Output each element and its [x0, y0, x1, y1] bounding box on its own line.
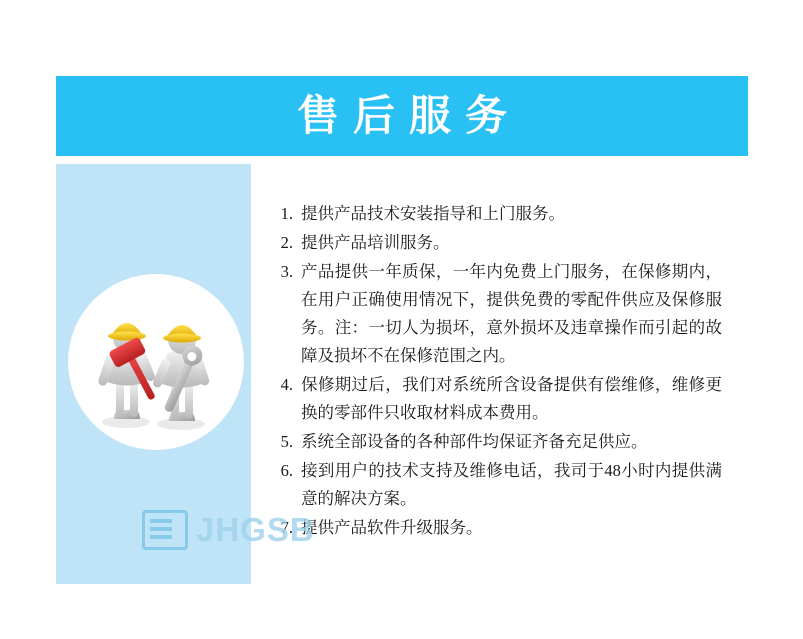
watermark-text: JHGSB	[196, 511, 315, 548]
watermark-logo-icon	[142, 510, 188, 550]
list-item: 接到用户的技术支持及维修电话，我司于48小时内提供满意的解决方案。	[301, 461, 722, 508]
page-title: 售后服务	[296, 92, 521, 139]
service-content-area	[251, 164, 748, 584]
list-item: 提供产品软件升级服务。	[301, 518, 483, 537]
service-list	[251, 164, 748, 542]
body-panel	[56, 164, 748, 584]
illustration	[68, 274, 244, 450]
list-item: 产品提供一年质保，一年内免费上门服务，在保修期内，在用户正确使用情况下，提供免费的零配件供应及保修服务。注：一切人为损坏，意外损坏及违章操作而引起的故障及损坏不在保修范围之内。	[301, 262, 722, 365]
header-band	[56, 76, 748, 156]
list-item: 系统全部设备的各种部件均保证齐备充足供应。	[301, 432, 648, 451]
list-item: 保修期过后，我们对系统所含设备提供有偿维修，维修更换的零部件只收取材料成本费用。	[301, 375, 722, 422]
list-item: 提供产品培训服务。	[301, 233, 450, 252]
workers-icon	[68, 274, 244, 450]
list-item: 提供产品技术安装指导和上门服务。	[301, 204, 565, 223]
